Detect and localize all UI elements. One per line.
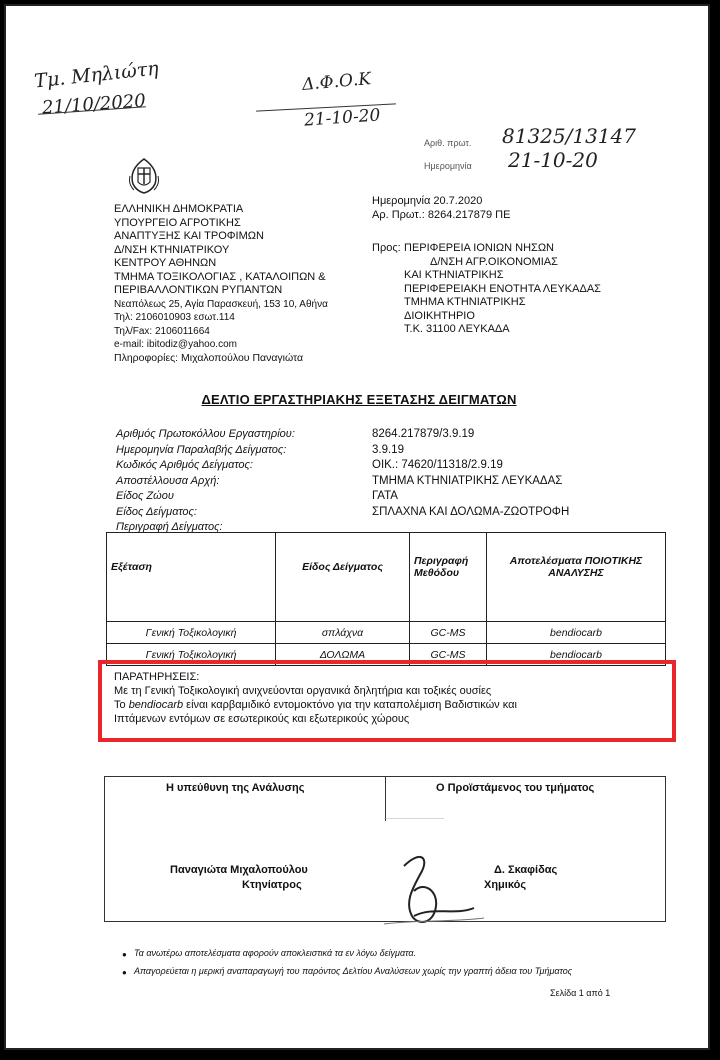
field-label: Κωδικός Αριθμός Δείγματος: bbox=[116, 459, 253, 471]
remarks-term: bendiocarb bbox=[128, 699, 184, 711]
field-label: Είδος Δείγματος: bbox=[116, 505, 197, 518]
sender-line: ΠΕΡΙΒΑΛΛΟΝΤΙΚΩΝ ΡΥΠΑΝΤΩΝ bbox=[114, 284, 283, 296]
table-cell: ΔΟΛΩΜΑ bbox=[276, 644, 410, 666]
sender-line: Τηλ: 2106010903 εσωτ.114 bbox=[114, 312, 235, 323]
recipient-line: Τ.Κ. 31100 ΛΕΥΚΑΔΑ bbox=[404, 323, 510, 335]
column-header: Περιγραφή Μεθόδου bbox=[410, 533, 487, 622]
sender-line: ΤΜΗΜΑ ΤΟΞΙΚΟΛΟΓΙΑΣ , ΚΑΤΑΛΟΙΠΩΝ & bbox=[114, 270, 326, 283]
field-value: 8264.217879/3.9.19 bbox=[372, 428, 475, 440]
sender-line: Πληροφορίες: Μιχαλοπούλου Παναγιώτα bbox=[114, 351, 304, 364]
field-label: Αριθμός Πρωτοκόλλου Εργαστηρίου: bbox=[116, 428, 295, 440]
stamp-date-label: Ημερομηνία bbox=[424, 161, 472, 171]
field-values bbox=[372, 427, 569, 520]
bullet-icon: ● bbox=[122, 950, 127, 959]
sender-line: ΑΝΑΠΤΥΞΗΣ ΚΑΙ ΤΡΟΦΙΜΩΝ bbox=[114, 230, 264, 242]
stamp-prot-label: Αριθ. πρωτ. bbox=[424, 138, 472, 148]
recipient-line: Δ/ΝΣΗ ΑΓΡ.ΟΙΚΟΝΟΜΙΑΣ bbox=[430, 255, 558, 268]
recipient-line: ΤΜΗΜΑ ΚΤΗΝΙΑΤΡΙΚΗΣ bbox=[404, 296, 526, 308]
table-cell: GC-MS bbox=[410, 622, 487, 644]
handwritten-code: Δ.Φ.Ο.Κ bbox=[301, 69, 372, 95]
table-cell: Γενική Τοξικολογική bbox=[107, 622, 276, 644]
analyst-title: Η υπεύθυνη της Ανάλυσης bbox=[166, 782, 305, 794]
page-number: Σελίδα 1 από 1 bbox=[550, 988, 611, 998]
field-value: ΓΑΤΑ bbox=[372, 490, 398, 502]
sender-line: e-mail: ibitodiz@yahoo.com bbox=[114, 339, 237, 350]
column-header: Αποτελέσματα ΠΟΙΟΤΙΚΗΣ ΑΝΑΛΥΣΗΣ bbox=[487, 533, 666, 622]
faint-stamp-mark bbox=[384, 796, 444, 819]
table-cell: σπλάχνα bbox=[276, 622, 410, 644]
column-header: Εξέταση bbox=[107, 533, 276, 622]
results-table bbox=[106, 532, 666, 666]
supervisor-role: Χημικός bbox=[484, 879, 527, 891]
field-labels bbox=[116, 427, 295, 536]
document-date: Ημερομηνία 20.7.2020 bbox=[372, 195, 483, 207]
sender-line: ΥΠΟΥΡΓΕΙΟ ΑΓΡΟΤΙΚΗΣ bbox=[114, 216, 241, 229]
field-value: ΣΠΛΑΧΝΑ ΚΑΙ ΔΟΛΩΜΑ-ΖΩΟΤΡΟΦΗ bbox=[372, 505, 570, 518]
column-header: Είδος Δείγματος bbox=[276, 533, 410, 622]
bullet-icon: ● bbox=[122, 968, 127, 977]
handwritten-date-center: 21-10-20 bbox=[303, 105, 381, 131]
table-cell: bendiocarb bbox=[487, 644, 666, 666]
field-label: Αποστέλλουσα Αρχή: bbox=[116, 474, 220, 487]
analyst-name: Παναγιώτα Μιχαλοπούλου bbox=[170, 864, 308, 876]
field-value: ΤΜΗΜΑ ΚΤΗΝΙΑΤΡΙΚΗΣ ΛΕΥΚΑΔΑΣ bbox=[372, 474, 563, 487]
sender-line: Νεαπόλεως 25, Αγία Παρασκευή, 153 10, Αθήνα bbox=[114, 298, 328, 310]
field-label: Ημερομηνία Παραλαβής Δείγματος: bbox=[116, 443, 287, 456]
note-line: Τα ανωτέρω αποτελέσματα αφορούν αποκλειστικά τα εν λόγω δείγματα. bbox=[134, 948, 416, 958]
document-page bbox=[4, 4, 710, 1050]
table-cell: Γενική Τοξικολογική bbox=[107, 644, 276, 666]
recipient-line: ΚΑΙ ΚΤΗΝΙΑΤΡΙΚΗΣ bbox=[404, 269, 504, 281]
remarks-block bbox=[114, 670, 517, 726]
stamp-prot-value: 81325/13147 bbox=[502, 124, 636, 148]
remarks-line bbox=[114, 698, 517, 712]
sender-line: ΚΕΝΤΡΟΥ ΑΘΗΝΩΝ bbox=[114, 257, 217, 269]
note-line: Απαγορεύεται η μερική αναπαραγωγή του παρόντος Δελτίου Αναλύσεων χωρίς την γραπτή άδεια του Τμήματος bbox=[134, 966, 573, 976]
handwritten-date-left: 21/10/2020 bbox=[41, 90, 147, 119]
sender-line: Δ/ΝΣΗ ΚΤΗΝΙΑΤΡΙΚΟΥ bbox=[114, 243, 230, 256]
sender-block bbox=[114, 203, 328, 365]
supervisor-name: Δ. Σκαφίδας bbox=[494, 864, 558, 876]
recipient-line: ΠΕΡΙΦΕΡΕΙΑ ΙΟΝΙΩΝ ΝΗΣΩΝ bbox=[404, 242, 554, 254]
remarks-line: Με τη Γενική Τοξικολογική ανιχνεύονται οργανικά δηλητήρια και τοξικές ουσίες bbox=[114, 685, 492, 697]
recipient-line: ΠΕΡΙΦΕΡΕΙΑΚΗ ΕΝΟΤΗΤΑ ΛΕΥΚΑΔΑΣ bbox=[404, 282, 601, 295]
sender-line: Τηλ/Fax: 2106011664 bbox=[114, 325, 210, 337]
field-label: Είδος Ζώου bbox=[116, 490, 174, 502]
remarks-rest: είναι καρβαμιδικό εντομοκτόνο για την καταπολέμιση Βαδιστικών και bbox=[183, 699, 517, 711]
sender-line: ΕΛΛΗΝΙΚΗ ΔΗΜΟΚΡΑΤΙΑ bbox=[114, 203, 244, 215]
recipient-line: ΔΙΟΙΚΗΤΗΡΙΟ bbox=[404, 309, 475, 322]
document-protocol: Αρ. Πρωτ.: 8264.217879 ΠΕ bbox=[372, 208, 511, 221]
recipient-block bbox=[404, 242, 601, 337]
field-label: Περιγραφή Δείγματος: bbox=[116, 521, 223, 533]
remarks-prefix: Το bbox=[114, 699, 129, 711]
remarks-title: ΠΑΡΑΤΗΡΗΣΕΙΣ: bbox=[114, 671, 200, 683]
analyst-role: Κτηνίατρος bbox=[242, 879, 302, 891]
stamp-date-value: 21-10-20 bbox=[508, 148, 598, 172]
table-row bbox=[107, 622, 666, 644]
supervisor-title: Ο Προϊστάμενος του τμήματος bbox=[436, 782, 595, 794]
recipient-label: Προς: bbox=[372, 242, 401, 254]
table-cell: bendiocarb bbox=[487, 622, 666, 644]
field-value: 3.9.19 bbox=[372, 443, 404, 456]
field-value: ΟΙΚ.: 74620/11318/2.9.19 bbox=[372, 459, 503, 471]
table-cell: GC-MS bbox=[410, 644, 487, 666]
coat-of-arms-icon bbox=[124, 156, 164, 196]
supervisor-signature-icon bbox=[374, 846, 514, 936]
meta-block bbox=[372, 195, 510, 222]
table-header-row bbox=[107, 533, 666, 622]
handwritten-name: Τμ. Μηλιώτη bbox=[33, 57, 160, 93]
remarks-line: Ιπτάμενων εντόμων σε εσωτερικούς και εξωτερικούς χώρους bbox=[114, 713, 410, 725]
document-title: ΔΕΛΤΙΟ ΕΡΓΑΣΤΗΡΙΑΚΗΣ ΕΞΕΤΑΣΗΣ ΔΕΙΓΜΑΤΩΝ bbox=[201, 392, 517, 407]
